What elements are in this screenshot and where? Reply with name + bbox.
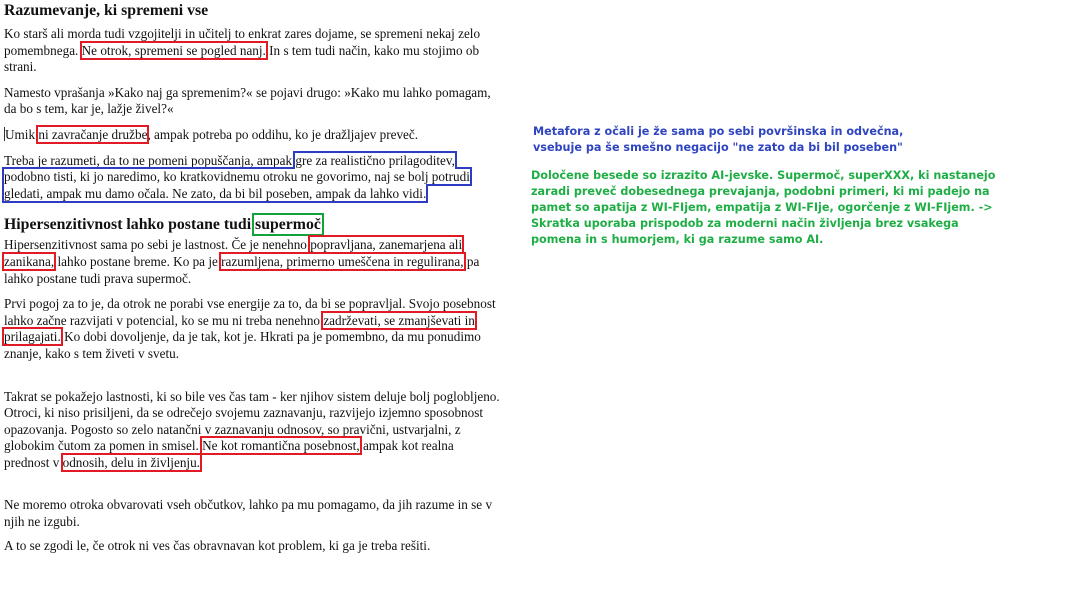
paragraph-6-text-a: Prvi pogoj za to je, da otrok ne porabi vse energije za to, da bi se popravljal. Svojo posebnost lahko začne razvijati v potencial, ko se mu ni treba nenehno [4,296,496,328]
paragraph-3-text-b: , ampak potreba po oddihu, ko je dražljajev preveč. [147,126,419,142]
paragraph-5-text-a: Hipersenzitivnost sama po sebi je lastnost. Če je nenehno [4,237,307,253]
article-body [4,0,502,554]
section-title-razumevanje: Razumevanje, ki spremeni vse [4,2,209,19]
paragraph-1 [4,26,502,76]
annotation-green-comment: Določene besede so izrazito AI-jevske. Supermoč, superXXX, ki nastanejo zaradi preveč dobesednega prevajanja, podobni primeri, ki mi padejo na pamet so apatija z WI-FIjem, empatija z WI-FIje, ogorčenje z WI-FIjem. -> Skratka uporaba prispodob za moderni način življenja brez vsakega pomena in s humorjem, ki ga razume samo AI. [531,169,996,246]
section-title-text: Hipersenzitivnost lahko postane tudi [4,216,252,234]
highlight-red-popravljana: popravljana, zanemarjena ali zanikana, [4,237,463,269]
paragraph-5-text-b: lahko postane breme. Ko pa je [57,253,218,269]
highlight-green-supermoc: supermoč [255,216,321,234]
highlight-blue-ocala: gre za realistično prilagoditev, podobno tisti, ki jo naredimo, ko kratkovidnemu otroku ne govorimo, naj se bolj potrudi gledati, ampak mu damo očala. Ne zato, da bi bil poseben, ampak da lahko vidi. [4,152,470,201]
paragraph-7-text-a: Takrat se pokažejo lastnosti, ki so bile ves čas tam - ker njihov sistem deluje bolj poglobljeno. Otroci, ki niso prisiljeni, da se odrečejo svojemu zaznavanju, razvijejo izjemno sposobnost opazovanja. Pogosto so zelo natančni v zaznavanju odnosov, so pravični, ustvarjalni, z globokim čutom za pomen in smisel. [4,388,500,454]
paragraph-9: A to se zgodi le, če otrok ni ves čas obravnavan kot problem, ki ga je treba rešiti. [4,537,431,553]
paragraph-6-text-b: Ko dobi dovoljenje, da je tak, kot je. Hkrati pa je pomembno, da mu ponudimo znanje, kako s tem živeti v svetu. [4,329,481,361]
paragraph-2: Namesto vprašanja »Kako naj ga spremenim?« se pojavi drugo: »Kako mu lahko pomagam, da bo s tem, kar je, lažje živel?« [4,84,491,117]
paragraph-4 [4,153,502,203]
paragraph-5-text-c: pa lahko postane tudi prava supermoč. [4,253,480,286]
highlight-red-zadrzevati: zadrževati, se zmanjševati in prilagajati. [4,312,475,345]
paragraph-7-text-b: ampak kot realna prednost v [4,438,454,470]
highlight-red-romanticna: Ne kot romantična posebnost, [202,438,360,454]
section-title-hipersenzitivnost [4,215,502,235]
paragraph-1-text-a: Ko starš ali morda tudi vzgojitelji in učitelj to enkrat zares dojame, se spremeni nekaj zelo pomembnega. [4,26,481,58]
annotation-blue-comment: Metafora z očali je že sama po sebi površinska in odvečna, vsebuje pa še smešno negacijo "ne zato da bi bil poseben" [533,125,904,154]
paragraph-3-text-a: Umik [5,126,36,142]
highlight-red-razumljena: razumljena, primerno umeščena in regulirana, [221,253,464,269]
highlight-red-zavracanje: ni zavračanje družbe [38,126,148,142]
paragraph-7 [4,389,502,472]
paragraph-8: Ne moremo otroka obvarovati vseh občutkov, lahko pa mu pomagamo, da jih razume in se v njih ne izgubi. [4,497,493,530]
paragraph-6 [4,296,502,362]
paragraph-3 [4,127,502,144]
highlight-red-pogled: Ne otrok, spremeni se pogled nanj. [81,42,266,58]
paragraph-5 [4,237,502,287]
paragraph-1-text-b: In s tem tudi način, kako mu stojimo ob strani. [4,42,480,75]
paragraph-4-text-a: Treba je razumeti, da to ne pomeni popuščanja, ampak [4,152,293,168]
highlight-red-odnosih: odnosih, delu in življenju. [62,454,200,470]
